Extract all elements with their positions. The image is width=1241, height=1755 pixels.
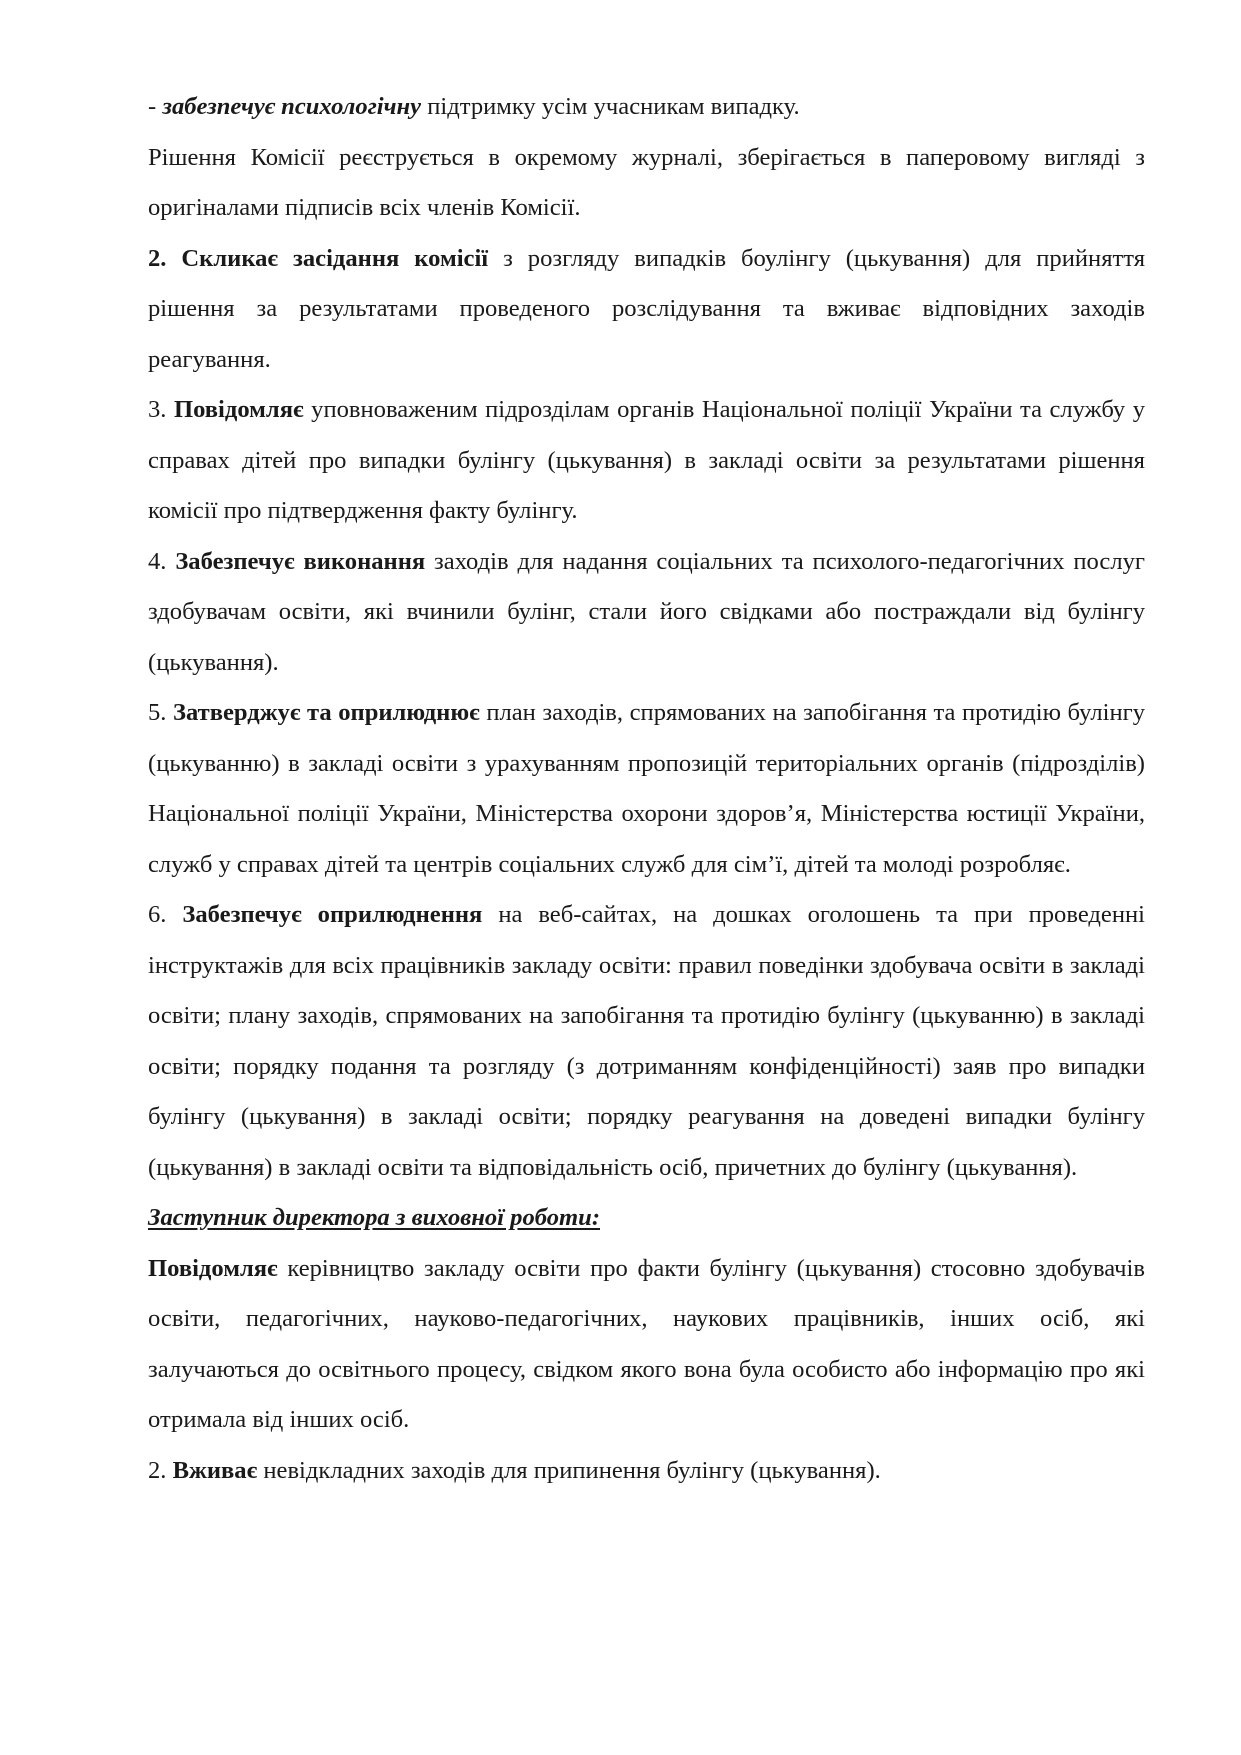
item-text: план заходів, спрямованих на запобігання та протидію булінгу (цькуванню) в закладі освіти з урахуванням пропозицій територіальних органів (підрозділів) Національної поліції України, Міністерства охорони здоров’я, Міністерства юстиції України, служб у справах дітей та центрів соціальних служб для сім’ї, дітей та молоді розробляє. <box>148 699 1146 878</box>
paragraph-text: підтримку усім учасникам випадку. <box>421 93 800 120</box>
emphasis-text: забезпечує психологічну <box>162 93 422 120</box>
item-text: заходів для надання соціальних та психолого-педагогічних послуг здобувачам освіти, які вчинили булінг, стали його свідками або постраждали від булінгу (цькування). <box>148 547 1145 676</box>
item-bold-lead: Затверджує та оприлюднює <box>173 699 480 726</box>
item-4-ensures-execution <box>148 537 1145 689</box>
item-bold-lead: Вживає <box>172 1456 258 1484</box>
item-text: на веб-сайтах, на дошках оголошень та при проведенні інструктажів для всіх працівників закладу освіти: правил поведінки здобувача освіти в закладі освіти; плану заходів, спрямованих на запобігання та протидію булінгу (цькуванню) в закладі освіти; порядку подання та розгляду (з дотриманням конфіденційності) заяв про випадки булінгу (цькування) в закладі освіти; порядку реагування на доведені випадки булінгу (цькування) в закладі освіти та відповідальність осіб, причетних до булінгу (цькування). <box>148 901 1145 1181</box>
item-bold-lead: 2. Скликає засідання комісії <box>148 244 489 272</box>
deputy-item-2-takes-measures <box>148 1446 1145 1497</box>
item-bold-lead: Забезпечує виконання <box>175 547 426 575</box>
paragraph-commission-decision: Рішення Комісії реєструється в окремому журналі, зберігається в паперовому вигляді з оригіналами підписів всіх членів Комісії. <box>148 143 1145 221</box>
dash: - <box>148 93 163 120</box>
item-text: невідкладних заходів для припинення булінгу (цькування). <box>257 1456 881 1484</box>
item-3-notifies <box>148 385 1145 537</box>
item-number: 6. <box>148 901 183 928</box>
item-bold-lead: Повідомляє <box>148 1254 278 1282</box>
item-number: 4. <box>148 547 176 575</box>
item-5-approves-publishes <box>148 688 1145 890</box>
document-page <box>148 82 1145 1496</box>
item-2-convenes-meeting <box>148 234 1145 386</box>
section-heading <box>148 1193 1145 1244</box>
item-bold-lead: Забезпечує оприлюднення <box>182 901 483 928</box>
item-number: 2. <box>148 1456 173 1484</box>
item-text: з розгляду випадків боулінгу (цькування) для прийняття рішення за результатами проведеного розслідування та вживає відповідних заходів реагування. <box>148 244 1146 373</box>
item-text: керівництво закладу освіти про факти булінгу (цькування) стосовно здобувачів освіти, педагогічних, науково-педагогічних, наукових працівників, інших осіб, які залучаються до освітнього процесу, свідком якого вона була особисто або інформацію про які отримала від інших осіб. <box>148 1254 1145 1433</box>
deputy-item-notifies <box>148 1244 1145 1446</box>
item-6-ensures-publication <box>148 890 1145 1193</box>
item-number: 5. <box>148 699 173 726</box>
paragraph-psychological-support <box>148 82 1145 133</box>
item-text: уповноваженим підрозділам органів Національної поліції України та службу у справах дітей про випадки булінгу (цькування) в закладі освіти за результатами рішення комісії про підтвердження факту булінгу. <box>148 396 1145 524</box>
item-number: 3. <box>148 396 174 423</box>
item-bold-lead: Повідомляє <box>173 396 304 423</box>
heading-text: Заступник директора з виховної роботи: <box>148 1204 601 1231</box>
